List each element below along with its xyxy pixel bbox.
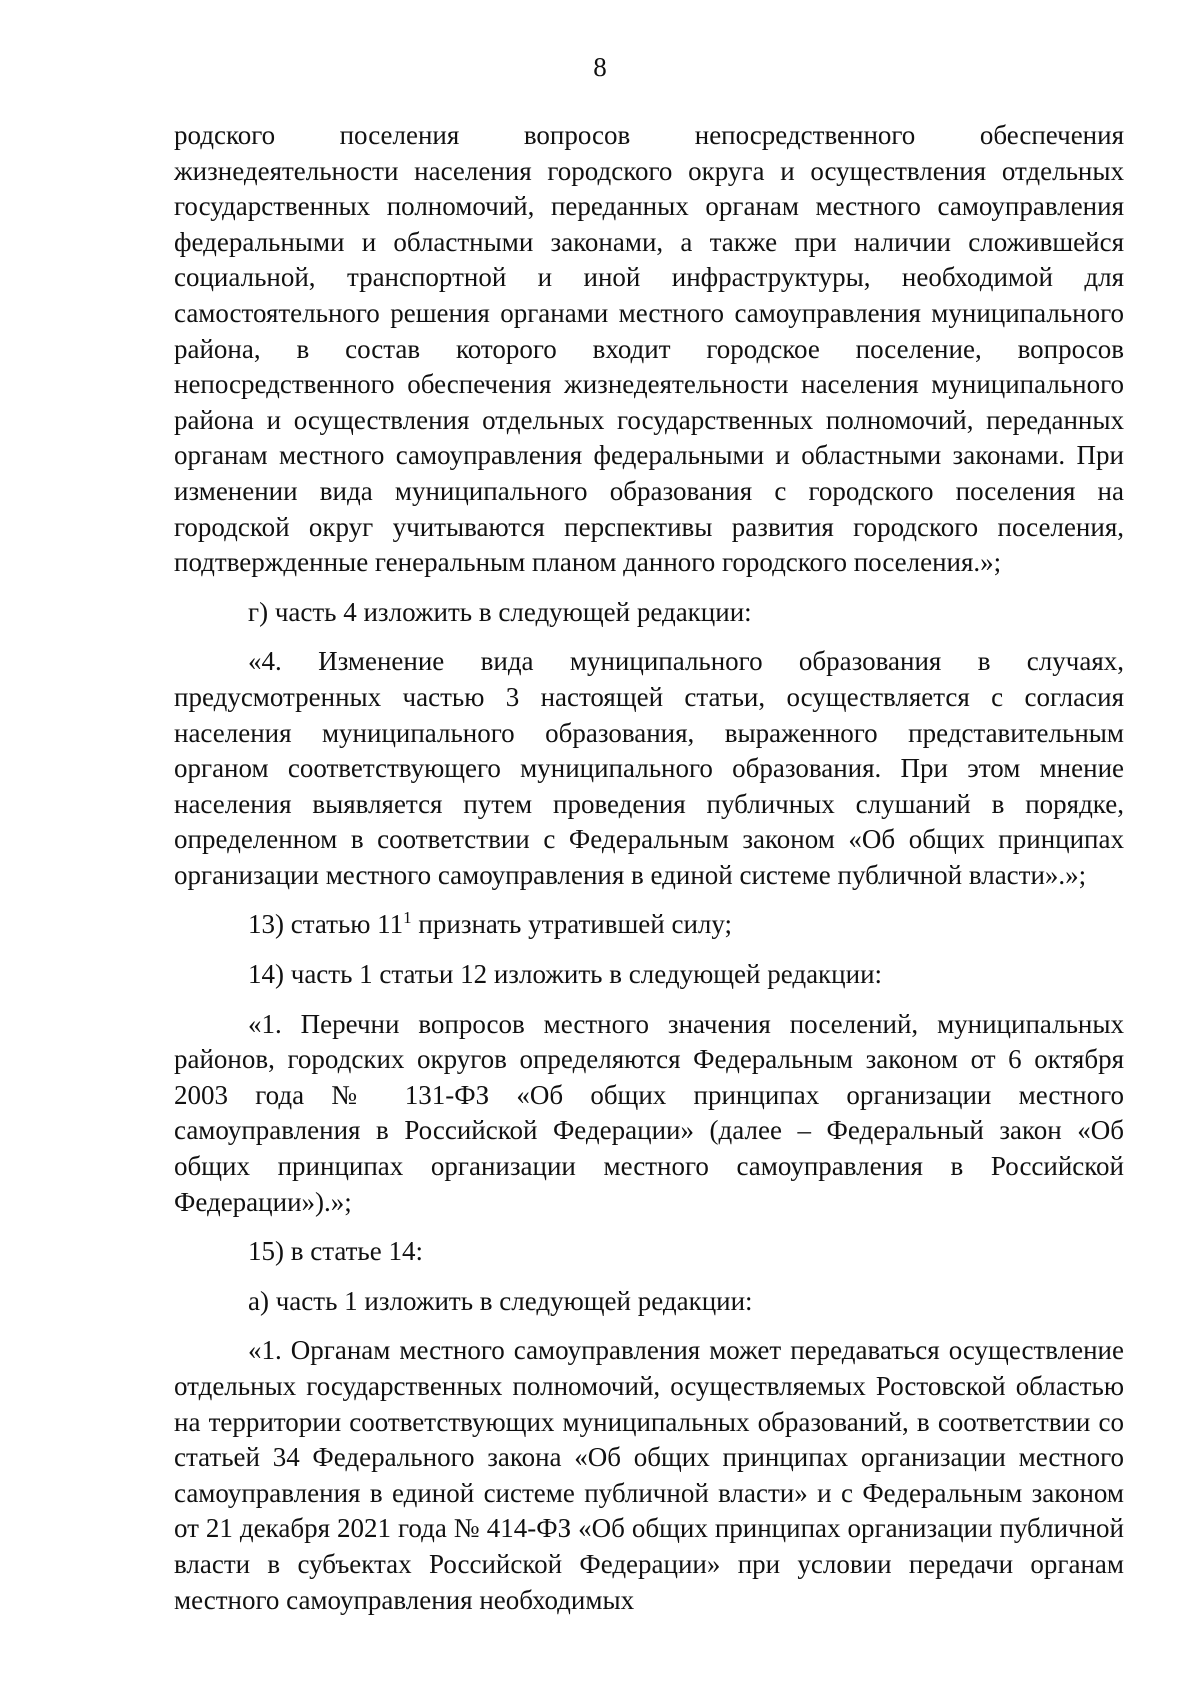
item-13-before: 13) статью 11 [248,909,404,940]
item-13-superscript: 1 [403,908,412,928]
paragraph-item-g: г) часть 4 изложить в следующей редакции: [248,596,752,627]
paragraph-continuation: родского поселения вопросов непосредственного обеспечения жизнедеятельности населения городского округа и осуществления отдельных государственных полномочий, переданных органам местного самоуправления федеральными и областными законами, а также при наличии сложившейся социальной, транспортной и иной инфраструктуры, необходимой для самостоятельного решения органами местного самоуправления муниципального района, в состав которого входит городское поселение, вопросов непосредственного обеспечения жизнедеятельности населения муниципального района и осуществления отдельных государственных полномочий, переданных органам местного самоуправления федеральными и областными законами. При изменении вида муниципального образования с городского поселения на городской округ учитываются перспективы развития городского поселения, подтвержденные генеральным планом данного городского поселения.»; [174,120,1124,578]
paragraph-part-4-text: «4. Изменение вида муниципального образования в случаях, предусмотренных частью 3 настоящей статьи, осуществляется с согласия населения муниципального образования, выраженного представительным органом соответствующего муниципального образования. При этом мнение населения выявляется путем проведения публичных слушаний в порядке, определенном в соответствии с Федеральным законом «Об общих принципах организации местного самоуправления в единой системе публичной власти».»; [174,646,1124,890]
paragraph-item-a: а) часть 1 изложить в следующей редакции: [248,1285,753,1316]
page-number: 8 [593,52,607,82]
document-body [174,118,1124,1618]
paragraph-part-1-article-14-text: «1. Органам местного самоуправления может передаваться осуществление отдельных государственных полномочий, осуществляемых Ростовской областью на территории соответствующих муниципальных образований, в соответствии со статьей 34 Федерального закона «Об общих принципах организации местного самоуправления в единой системе публичной власти» и с Федеральным законом от 21 декабря 2021 года № 414-ФЗ «Об общих принципах организации публичной власти в субъектах Российской Федерации» при условии передачи органам местного самоуправления необходимых [174,1335,1124,1615]
paragraph-part-1-article-12-text: «1. Перечни вопросов местного значения поселений, муниципальных районов, городских округов определяются Федеральным законом от 6 октября 2003 года № 131-ФЗ «Об общих принципах организации местного самоуправления в Российской Федерации» (далее – Федеральный закон «Об общих принципах организации местного самоуправления в Российской Федерации»).»; [174,1008,1124,1217]
item-13-after: признать утратившей силу; [411,909,733,940]
paragraph-item-15: 15) в статье 14: [248,1236,423,1267]
paragraph-item-13 [174,907,1124,943]
paragraph-item-14: 14) часть 1 статьи 12 изложить в следующей редакции: [248,959,883,990]
